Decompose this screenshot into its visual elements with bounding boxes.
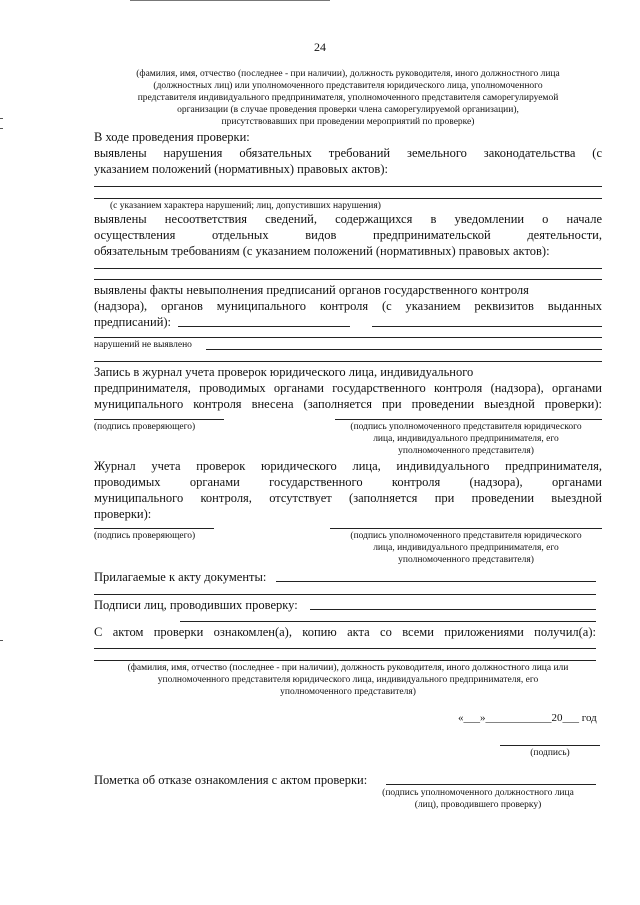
attached-docs-label: Прилагаемые к акту документы:	[94, 570, 267, 584]
caption-line: представителя индивидуального предпринимателя, уполномоченного представителя саморегулируемой	[137, 93, 559, 103]
caption-line: уполномоченного представителя)	[280, 687, 416, 697]
prescriptions-fill-line-2[interactable]	[372, 326, 602, 327]
text-line: предпринимателя, проводимых органами государственного контроля (надзора), органами	[94, 381, 602, 395]
acquainted-fill-line[interactable]	[94, 648, 596, 649]
non-fulfillment-paragraph	[94, 282, 602, 330]
caption-line: уполномоченного представителя)	[398, 555, 534, 565]
inspector-signature-line-2[interactable]	[94, 528, 214, 529]
margin-mark	[0, 640, 3, 641]
acquainted-fill-line-2[interactable]	[94, 660, 596, 661]
refusal-fill-line[interactable]	[386, 784, 596, 785]
attached-docs-fill-line[interactable]	[276, 581, 596, 582]
caption-line: (подпись уполномоченного представителя юридического	[350, 531, 582, 541]
violations-found-paragraph	[94, 145, 602, 177]
caption-line: уполномоченного представителя юридического лица, индивидуального предпринимателя, его	[157, 675, 539, 685]
text-line: муниципального контроля, отсутствует (заполняется при проведении выездной	[94, 491, 602, 505]
text-line: проверки):	[94, 507, 152, 521]
inconsistencies-paragraph	[94, 211, 602, 259]
caption-line: (фамилия, имя, отчество (последнее - при наличии), должность руководителя, иного должностного лица	[136, 69, 560, 79]
text-line: указанием положений (нормативных) правовых актов):	[94, 162, 388, 176]
no-violations-fill-line[interactable]	[206, 349, 602, 350]
caption-line: (подпись уполномоченного представителя юридического	[350, 422, 582, 432]
signature-caption: (подпись)	[530, 748, 570, 758]
violations-fill-line-2[interactable]	[94, 198, 602, 199]
text-line: Запись в журнал учета проверок юридического лица, индивидуального	[94, 365, 474, 379]
refusal-caption	[360, 787, 596, 811]
attached-docs-fill-line-2[interactable]	[94, 594, 596, 595]
top-edge-line	[130, 0, 330, 1]
text-line: Журнал учета проверок юридического лица, индивидуального предпринимателя,	[94, 459, 602, 473]
header-caption	[88, 68, 608, 128]
text-line: выявлены нарушения обязательных требований земельного законодательства (с	[94, 146, 602, 160]
caption-line: (фамилия, имя, отчество (последнее - при наличии), должность руководителя, иного должностного лица или	[127, 663, 569, 673]
caption-line: организации (в случае проведения проверки члена саморегулируемой организации),	[177, 105, 519, 115]
text-line: выявлены факты невыполнения предписаний органов государственного контроля	[94, 283, 529, 297]
violations-caption: (с указанием характера нарушений; лиц, допустивших нарушения)	[110, 201, 381, 211]
representative-signature-caption-1	[330, 421, 602, 457]
text-line: проводимых органами государственного контроля (надзора), органами	[94, 475, 602, 489]
refusal-label: Пометка об отказе ознакомления с актом проверки:	[94, 773, 368, 787]
caption-line: уполномоченного представителя)	[398, 446, 534, 456]
representative-signature-caption-2	[330, 530, 602, 566]
caption-line: (должностных лиц) или уполномоченного представителя юридического лица, уполномоченного	[153, 81, 543, 91]
violations-fill-line-1[interactable]	[94, 186, 602, 187]
date-year: 20___ год	[551, 712, 597, 724]
journal-record-paragraph	[94, 364, 602, 412]
inspector-signature-line-1[interactable]	[94, 419, 224, 420]
signatures-label: Подписи лиц, проводивших проверку:	[94, 598, 298, 612]
representative-signature-line-2[interactable]	[330, 528, 602, 529]
signatures-fill-line[interactable]	[310, 609, 596, 610]
inspector-signature-caption-1: (подпись проверяющего)	[94, 422, 196, 432]
text-line: выявлены несоответствия сведений, содержащихся в уведомлении о начале	[94, 212, 602, 226]
margin-mark	[0, 128, 3, 129]
separator-line	[94, 361, 602, 362]
no-violations-label: нарушений не выявлено	[94, 340, 192, 350]
page-number: 24	[314, 40, 326, 54]
signatures-fill-line-2[interactable]	[180, 621, 596, 622]
inconsistencies-fill-line-2[interactable]	[94, 279, 602, 280]
text-line: муниципального контроля внесена (заполняется при проведении выездной проверки):	[94, 397, 602, 411]
acquainted-statement: С актом проверки ознакомлен(а), копию акта со всеми приложениями получил(а):	[94, 625, 596, 639]
caption-line: (подпись уполномоченного должностного лица	[382, 788, 574, 798]
prescriptions-fill-line[interactable]	[178, 326, 350, 327]
caption-line: присутствовавших при проведении мероприятий по проверке)	[221, 117, 475, 127]
journal-absent-paragraph	[94, 458, 602, 522]
acquainted-caption	[88, 662, 608, 698]
prescriptions-fill-line-3[interactable]	[94, 337, 602, 338]
signature-line[interactable]	[500, 745, 600, 746]
date-field[interactable]	[458, 710, 597, 726]
text-line: осуществления отдельных видов предпринимательской деятельности,	[94, 228, 602, 242]
caption-line: (лиц), проводившего проверку)	[414, 800, 542, 810]
text-line: (надзора), органов муниципального контроля (с указанием реквизитов выданных	[94, 299, 602, 313]
date-month: ____________	[485, 712, 552, 724]
representative-signature-line-1[interactable]	[335, 419, 602, 420]
date-day: «___»	[458, 712, 486, 724]
inconsistencies-fill-line-1[interactable]	[94, 268, 602, 269]
margin-mark	[0, 118, 3, 119]
during-check-heading: В ходе проведения проверки:	[94, 130, 250, 144]
text-line: предписаний):	[94, 315, 172, 329]
inspector-signature-caption-2: (подпись проверяющего)	[94, 531, 196, 541]
caption-line: лица, индивидуального предпринимателя, его	[373, 434, 559, 444]
caption-line: лица, индивидуального предпринимателя, его	[373, 543, 559, 553]
text-line: обязательным требованиям (с указанием положений (нормативных) правовых актов):	[94, 244, 550, 258]
